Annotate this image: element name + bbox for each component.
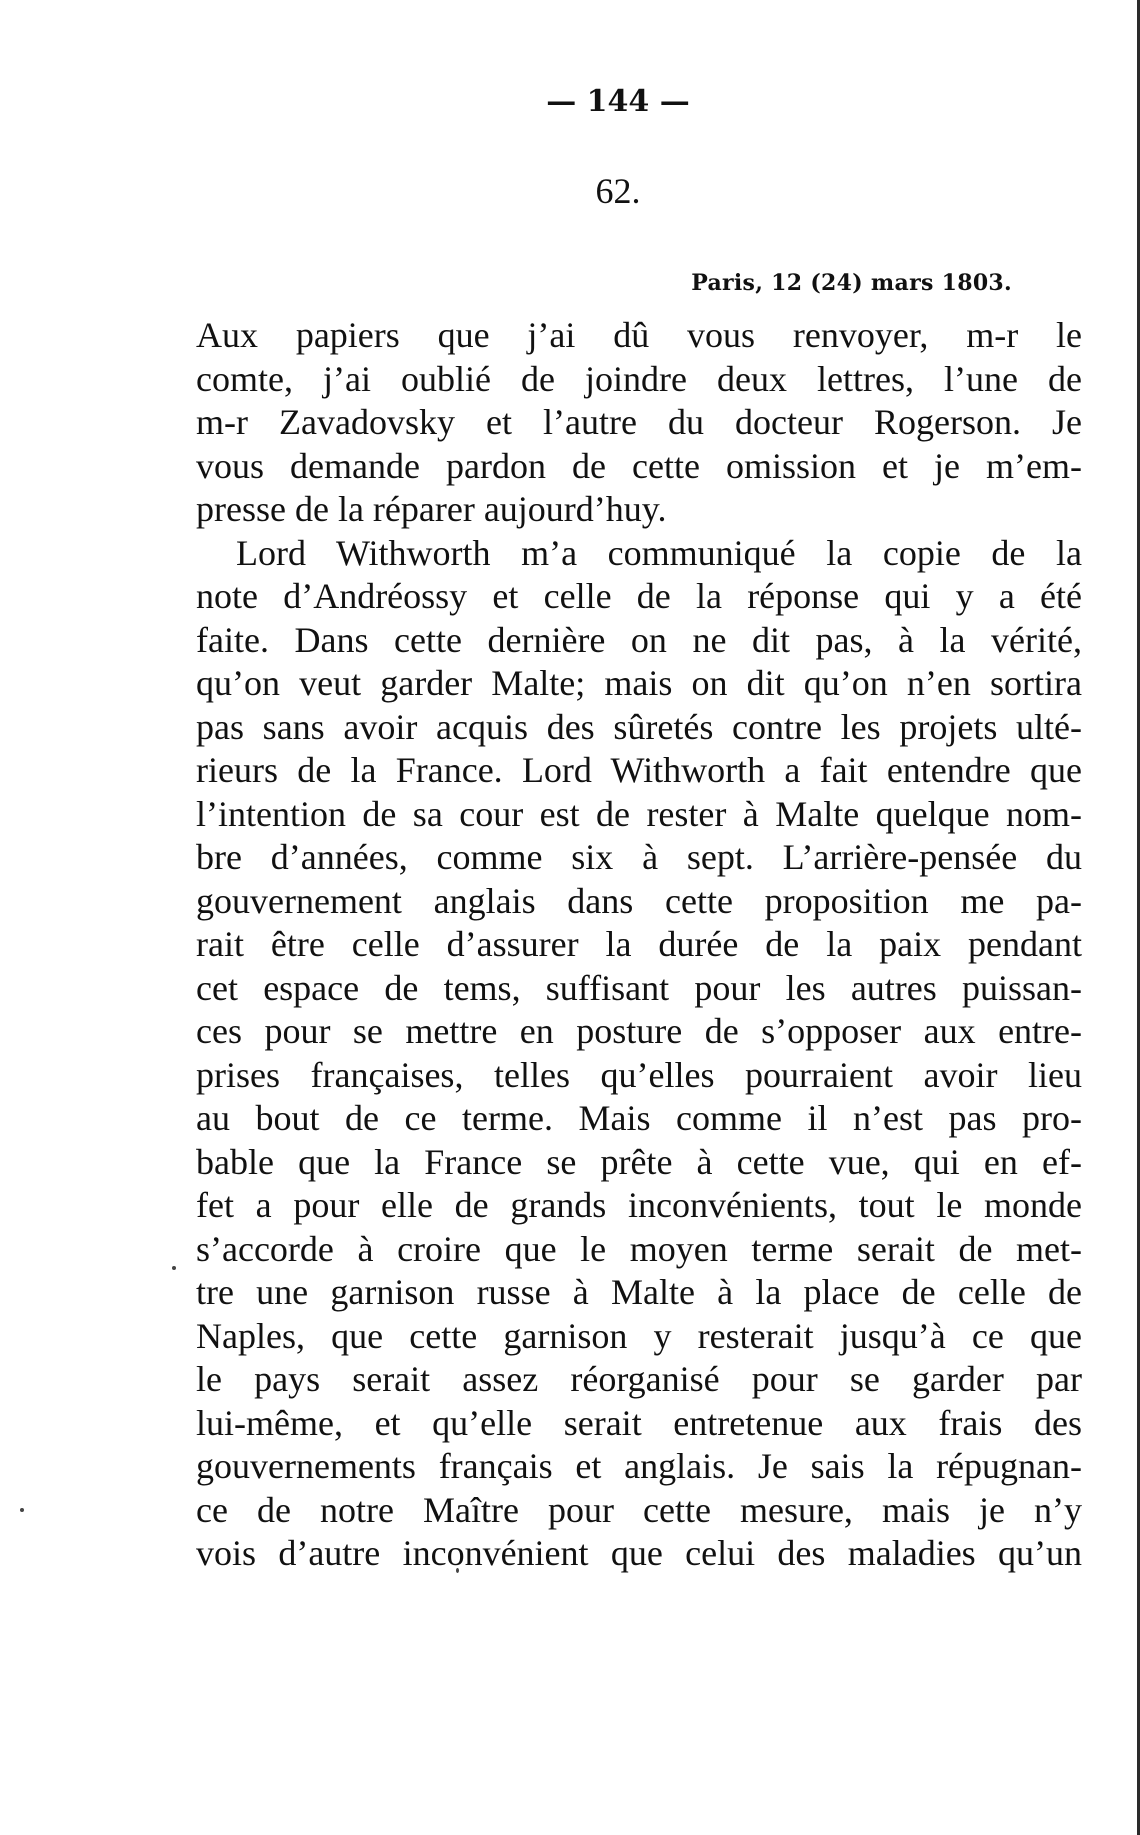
text-line: au bout de ce terme. Mais comme il n’est pas pro- (196, 1098, 1082, 1138)
text-line: le pays serait assez réorganisé pour se garder par (196, 1359, 1082, 1399)
text-line: rait être celle d’assurer la durée de la paix pendant (196, 924, 1082, 964)
text-line: qu’on veut garder Malte; mais on dit qu’on n’en sortira (196, 663, 1082, 703)
text-line: lui-même, et qu’elle serait entretenue aux frais des (196, 1402, 1082, 1443)
text-line: comte, j’ai oublié de joindre deux lettres, l’une de (196, 358, 1082, 399)
text-line: ce de notre Maître pour cette mesure, mais je n’y (196, 1489, 1082, 1530)
text-line: vois d’autre inconvénient que celui des maladies qu’un (196, 1533, 1082, 1573)
scan-speck (20, 1508, 24, 1512)
page-number: — 144 — (546, 84, 690, 119)
scan-speck (172, 1266, 176, 1270)
text-line: l’intention de sa cour est de rester à Malte quelque nom- (196, 793, 1082, 834)
text-line: Naples, que cette garnison y resterait jusqu’à ce que (196, 1315, 1082, 1356)
text-line: tre une garnison russe à Malte à la place de celle de (196, 1272, 1082, 1312)
text-line: ces pour se mettre en posture de s’opposer aux entre- (196, 1011, 1082, 1051)
text-line: gouvernement anglais dans cette proposition me pa- (196, 880, 1082, 921)
text-line: fet a pour elle de grands inconvénients, tout le monde (196, 1185, 1082, 1225)
text-line: bable que la France se prête à cette vue, qui en ef- (196, 1141, 1082, 1182)
text-line: gouvernements français et anglais. Je sais la répugnan- (196, 1446, 1082, 1486)
text-line: Lord Withworth m’a communiqué la copie de la (236, 532, 1082, 573)
text-line: Aux papiers que j’ai dû vous renvoyer, m-r le (196, 315, 1082, 355)
text-line: m-r Zavadovsky et l’autre du docteur Rogerson. Je (196, 402, 1082, 442)
text-line: presse de la réparer aujourd’huy. (196, 489, 667, 529)
letter-number: 62. (595, 171, 641, 211)
text-line: vous demande pardon de cette omission et je m’em- (196, 445, 1082, 486)
text-line: prises françaises, telles qu’elles pourraient avoir lieu (196, 1054, 1082, 1095)
dateline: Paris, 12 (24) mars 1803. (691, 270, 1012, 296)
text-line: cet espace de tems, suffisant pour les autres puissan- (196, 967, 1082, 1008)
letter-body (196, 314, 1082, 1576)
text-line: faite. Dans cette dernière on ne dit pas, à la vérité, (196, 619, 1082, 660)
text-line: pas sans avoir acquis des sûretés contre les projets ulté- (196, 706, 1082, 747)
text-line: rieurs de la France. Lord Withworth a fait entendre que (196, 750, 1082, 790)
text-line: note d’Andréossy et celle de la réponse qui y a été (196, 576, 1082, 616)
text-line: bre d’années, comme six à sept. L’arrière-pensée du (196, 837, 1082, 877)
text-line: s’accorde à croire que le moyen terme serait de met- (196, 1228, 1082, 1269)
